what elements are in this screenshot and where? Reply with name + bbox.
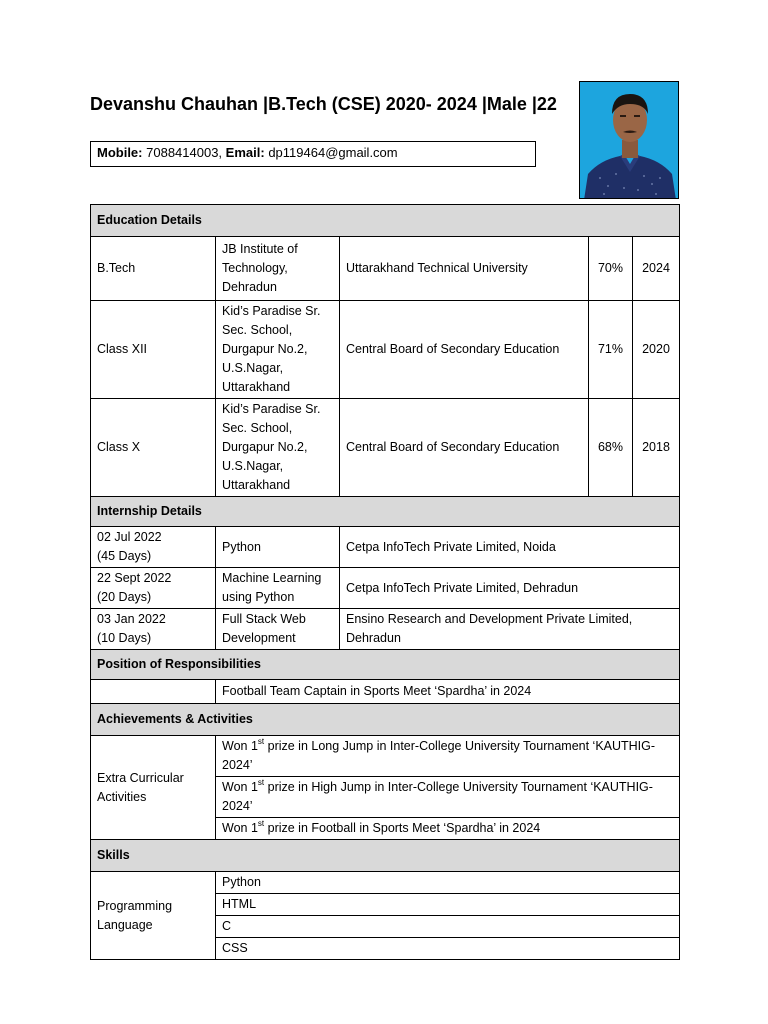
responsibility-item: Football Team Captain in Sports Meet ‘Spardha’ in 2024 [216, 680, 680, 704]
education-score: 71% [589, 301, 633, 399]
responsibility-label-empty [91, 680, 216, 704]
skill-item: HTML [216, 894, 680, 916]
education-institute: Kid’s Paradise Sr. Sec. School, Durgapur No.2, U.S.Nagar, Uttarakhand [216, 301, 340, 399]
internship-duration: (10 Days) [97, 631, 152, 645]
achievement-item [216, 818, 680, 840]
achievement-prefix: Won 1 [222, 821, 258, 835]
internship-row [91, 568, 680, 609]
skill-row [91, 872, 680, 894]
education-row [91, 301, 680, 399]
achievement-category: Extra Curricular Activities [91, 736, 216, 840]
internship-topic: Machine Learning using Python [216, 568, 340, 609]
mobile-label: Mobile: [97, 145, 143, 160]
achievement-text: prize in Long Jump in Inter-College University Tournament ‘KAUTHIG-2024’ [222, 739, 656, 772]
internship-topic: Python [216, 527, 340, 568]
education-score: 68% [589, 399, 633, 497]
education-board: Central Board of Secondary Education [340, 399, 589, 497]
person-portrait-image [580, 82, 679, 199]
skill-item: CSS [216, 938, 680, 960]
internship-topic: Full Stack Web Development [216, 609, 340, 650]
education-score: 70% [589, 237, 633, 301]
achievement-text: prize in Football in Sports Meet ‘Spardha’ in 2024 [264, 821, 541, 835]
internship-company: Cetpa InfoTech Private Limited, Dehradun [340, 568, 680, 609]
internship-start-date: 22 Sept 2022 [97, 571, 172, 585]
internship-company: Ensino Research and Development Private Limited, Dehradun [340, 609, 680, 650]
resume-table [90, 204, 680, 960]
internship-date [91, 568, 216, 609]
education-year: 2018 [633, 399, 680, 497]
education-board: Central Board of Secondary Education [340, 301, 589, 399]
section-education [91, 205, 680, 237]
achievement-ordinal: st [257, 736, 265, 746]
education-level: Class XII [91, 301, 216, 399]
achievement-ordinal: st [257, 818, 265, 828]
internship-row [91, 609, 680, 650]
achievement-ordinal: st [257, 777, 265, 787]
skill-item: Python [216, 872, 680, 894]
skill-category: Programming Language [91, 872, 216, 960]
internship-start-date: 03 Jan 2022 [97, 612, 166, 626]
education-level: B.Tech [91, 237, 216, 301]
email-value: dp119464@gmail.com [268, 145, 398, 160]
internship-date [91, 527, 216, 568]
skill-item: C [216, 916, 680, 938]
education-level: Class X [91, 399, 216, 497]
internship-duration: (45 Days) [97, 549, 152, 563]
section-skills [91, 840, 680, 872]
internship-company: Cetpa InfoTech Private Limited, Noida [340, 527, 680, 568]
education-row [91, 237, 680, 301]
section-achievements [91, 704, 680, 736]
education-institute: Kid’s Paradise Sr. Sec. School, Durgapur No.2, U.S.Nagar, Uttarakhand [216, 399, 340, 497]
email-label: Email: [225, 145, 265, 160]
contact-box [90, 141, 536, 167]
achievement-prefix: Won 1 [222, 739, 258, 753]
achievement-row [91, 736, 680, 777]
section-heading: Skills [91, 840, 680, 872]
internship-start-date: 02 Jul 2022 [97, 530, 162, 544]
education-institute: JB Institute of Technology, Dehradun [216, 237, 340, 301]
education-row [91, 399, 680, 497]
responsibility-row [91, 680, 680, 704]
internship-date [91, 609, 216, 650]
internship-row [91, 527, 680, 568]
section-heading: Position of Responsibilities [91, 650, 680, 680]
education-board: Uttarakhand Technical University [340, 237, 589, 301]
section-heading: Internship Details [91, 497, 680, 527]
internship-duration: (20 Days) [97, 590, 152, 604]
section-responsibilities [91, 650, 680, 680]
education-year: 2024 [633, 237, 680, 301]
profile-photo [579, 81, 679, 199]
achievement-prefix: Won 1 [222, 780, 258, 794]
section-heading: Achievements & Activities [91, 704, 680, 736]
achievement-item [216, 736, 680, 777]
education-year: 2020 [633, 301, 680, 399]
resume-title: Devanshu Chauhan |B.Tech (CSE) 2020- 2024 |Male |22 [90, 94, 557, 114]
achievement-text: prize in High Jump in Inter-College University Tournament ‘KAUTHIG-2024’ [222, 780, 653, 813]
section-heading: Education Details [91, 205, 680, 237]
mobile-value: 7088414003, [146, 145, 223, 160]
section-internships [91, 497, 680, 527]
achievement-item [216, 777, 680, 818]
